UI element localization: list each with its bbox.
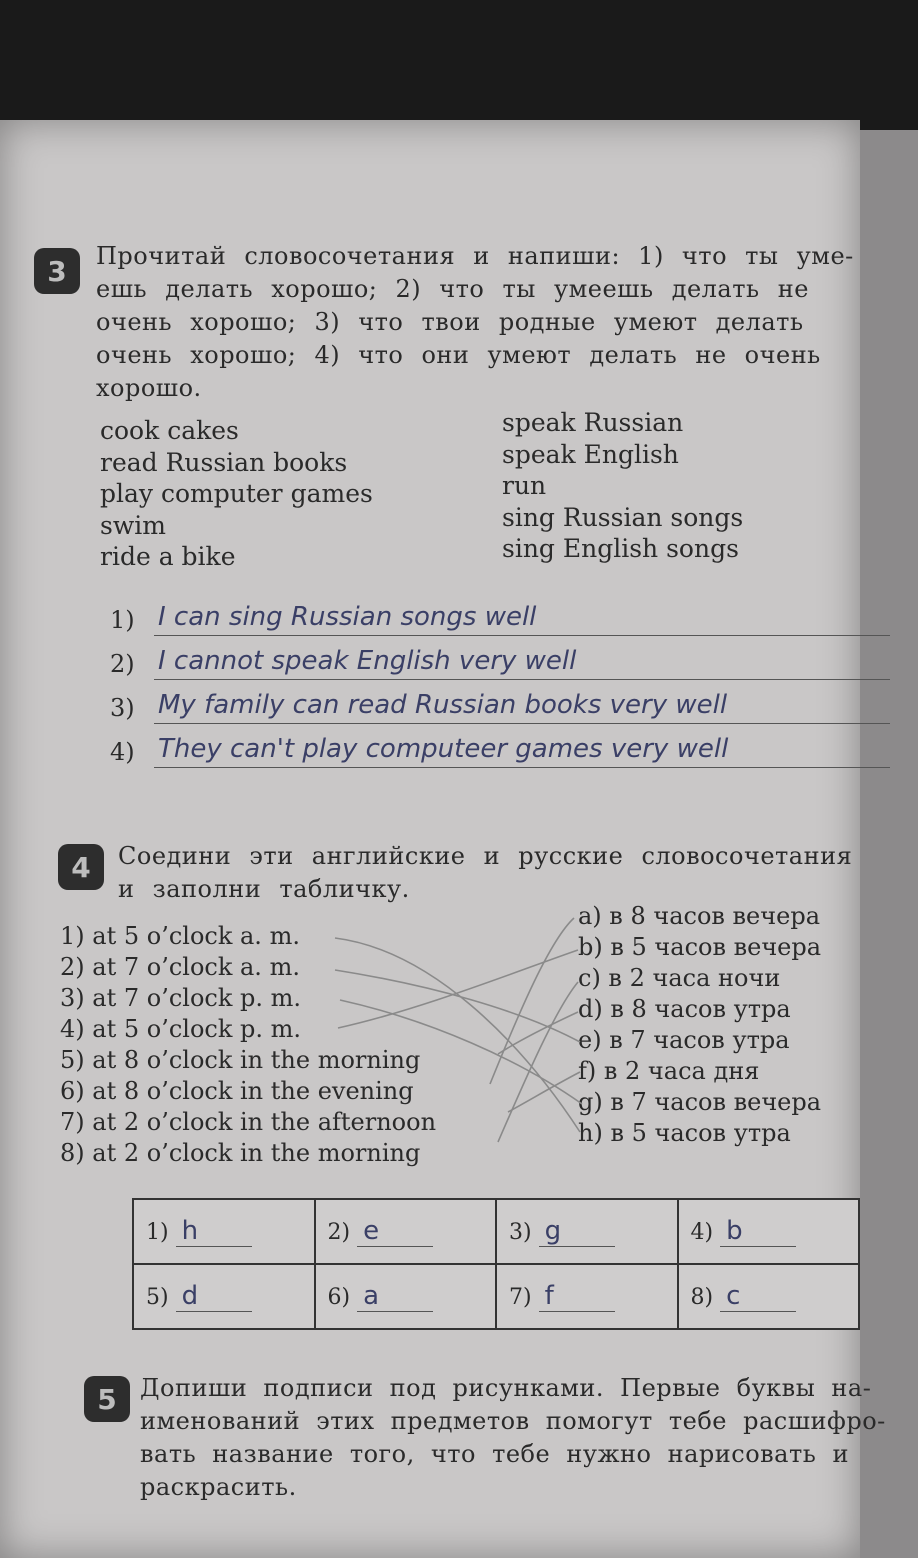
cell-number: 7) — [509, 1285, 532, 1310]
cell-number: 3) — [509, 1220, 532, 1245]
cell-answer: d — [176, 1281, 252, 1312]
table-cell[interactable] — [678, 1264, 860, 1329]
english-item: 4) at 5 o’clock p. m. — [60, 1015, 302, 1043]
russian-item: e) в 7 часов утра — [578, 1026, 790, 1054]
phrase-item: ride a bike — [100, 542, 236, 571]
table-cell[interactable] — [678, 1199, 860, 1264]
cell-answer: c — [720, 1281, 796, 1312]
task-line: ешь делать хорошо; 2) что ты умеешь делать не — [96, 275, 809, 303]
task-line: очень хорошо; 3) что твои родные умеют делать — [96, 308, 804, 336]
russian-item: d) в 8 часов утра — [578, 995, 791, 1023]
english-item: 8) at 2 o’clock in the morning — [60, 1139, 421, 1167]
task-line: раскрасить. — [140, 1473, 297, 1501]
task-line: очень хорошо; 4) что они умеют делать не очень — [96, 341, 821, 369]
english-item: 1) at 5 o’clock a. m. — [60, 922, 300, 950]
task-line: Допиши подписи под рисунками. Первые буквы на- — [140, 1374, 872, 1402]
exercise-3-badge: 3 — [34, 248, 80, 294]
task-line: вать название того, что тебе нужно нарисовать и — [140, 1440, 849, 1468]
task-line: хорошо. — [96, 374, 202, 402]
table-cell[interactable] — [496, 1199, 678, 1264]
task-line: именований этих предметов помогут тебе расшифро- — [140, 1407, 886, 1435]
phrase-item: run — [502, 471, 547, 500]
handwritten-answer: My family can read Russian books very well — [158, 690, 728, 720]
cell-answer: b — [720, 1216, 796, 1247]
answer-number: 1) — [110, 606, 135, 634]
cell-number: 4) — [690, 1220, 714, 1245]
match-line — [335, 938, 580, 1132]
table-cell[interactable] — [496, 1264, 678, 1329]
phrase-item: sing English songs — [502, 534, 739, 563]
phrase-item: speak Russian — [502, 408, 684, 437]
answer-number: 2) — [110, 650, 135, 678]
cell-answer: a — [357, 1281, 433, 1312]
cell-answer: e — [357, 1216, 433, 1247]
table-cell[interactable] — [315, 1264, 497, 1329]
phrase-item: read Russian books — [100, 447, 348, 477]
russian-item: a) в 8 часов вечера — [578, 902, 821, 930]
english-item: 7) at 2 o’clock in the afternoon — [60, 1108, 437, 1136]
match-line — [340, 1000, 582, 1104]
russian-item: b) в 5 часов вечера — [578, 933, 822, 961]
handwritten-answer: They can't play computeer games very well — [158, 734, 729, 764]
match-line — [490, 918, 574, 1084]
cell-number: 8) — [690, 1285, 714, 1310]
match-line — [338, 950, 578, 1028]
cell-answer: g — [539, 1216, 615, 1247]
task-line: Прочитай словосочетания и напиши: 1) что ты уме- — [96, 242, 854, 270]
english-item: 2) at 7 o’clock a. m. — [60, 953, 300, 981]
handwritten-answer: I cannot speak English very well — [158, 646, 577, 676]
phrase-item: play computer games — [100, 479, 373, 508]
cell-number: 1) — [146, 1220, 169, 1245]
russian-item: f) в 2 часа дня — [578, 1057, 760, 1085]
cell-answer: h — [176, 1216, 252, 1247]
answer-number: 4) — [110, 738, 135, 766]
phrase-item: sing Russian songs — [502, 502, 744, 532]
cell-answer: f — [539, 1281, 615, 1312]
phrase-item: speak English — [502, 439, 679, 469]
russian-item: h) в 5 часов утра — [578, 1119, 791, 1147]
english-item: 3) at 7 o’clock p. m. — [60, 984, 302, 1012]
match-line — [508, 1072, 580, 1112]
answer-table — [132, 1198, 860, 1330]
handwritten-answer: I can sing Russian songs well — [158, 602, 537, 632]
table-cell[interactable] — [315, 1199, 497, 1264]
cell-number: 2) — [327, 1220, 351, 1245]
phrase-item: cook cakes — [100, 416, 239, 445]
cell-number: 5) — [146, 1285, 169, 1310]
match-line — [335, 970, 580, 1042]
match-line — [498, 982, 578, 1142]
russian-item: c) в 2 часа ночи — [578, 964, 781, 992]
russian-item: g) в 7 часов вечера — [578, 1088, 822, 1116]
phrase-item: swim — [100, 510, 166, 540]
english-item: 5) at 8 o’clock in the morning — [60, 1046, 421, 1074]
english-item: 6) at 8 o’clock in the evening — [60, 1077, 414, 1105]
match-line — [498, 1012, 578, 1054]
answer-number: 3) — [110, 694, 135, 722]
cell-number: 6) — [327, 1285, 351, 1310]
table-cell[interactable] — [133, 1199, 315, 1264]
table-cell[interactable] — [133, 1264, 315, 1329]
exercise-5-instructions — [140, 1372, 910, 1504]
task-line: и заполни табличку. — [118, 875, 410, 903]
task-line: Соедини эти английские и русские словосочетания — [118, 842, 853, 870]
exercise-5-badge: 5 — [84, 1376, 130, 1422]
exercise-4-badge: 4 — [58, 844, 104, 890]
